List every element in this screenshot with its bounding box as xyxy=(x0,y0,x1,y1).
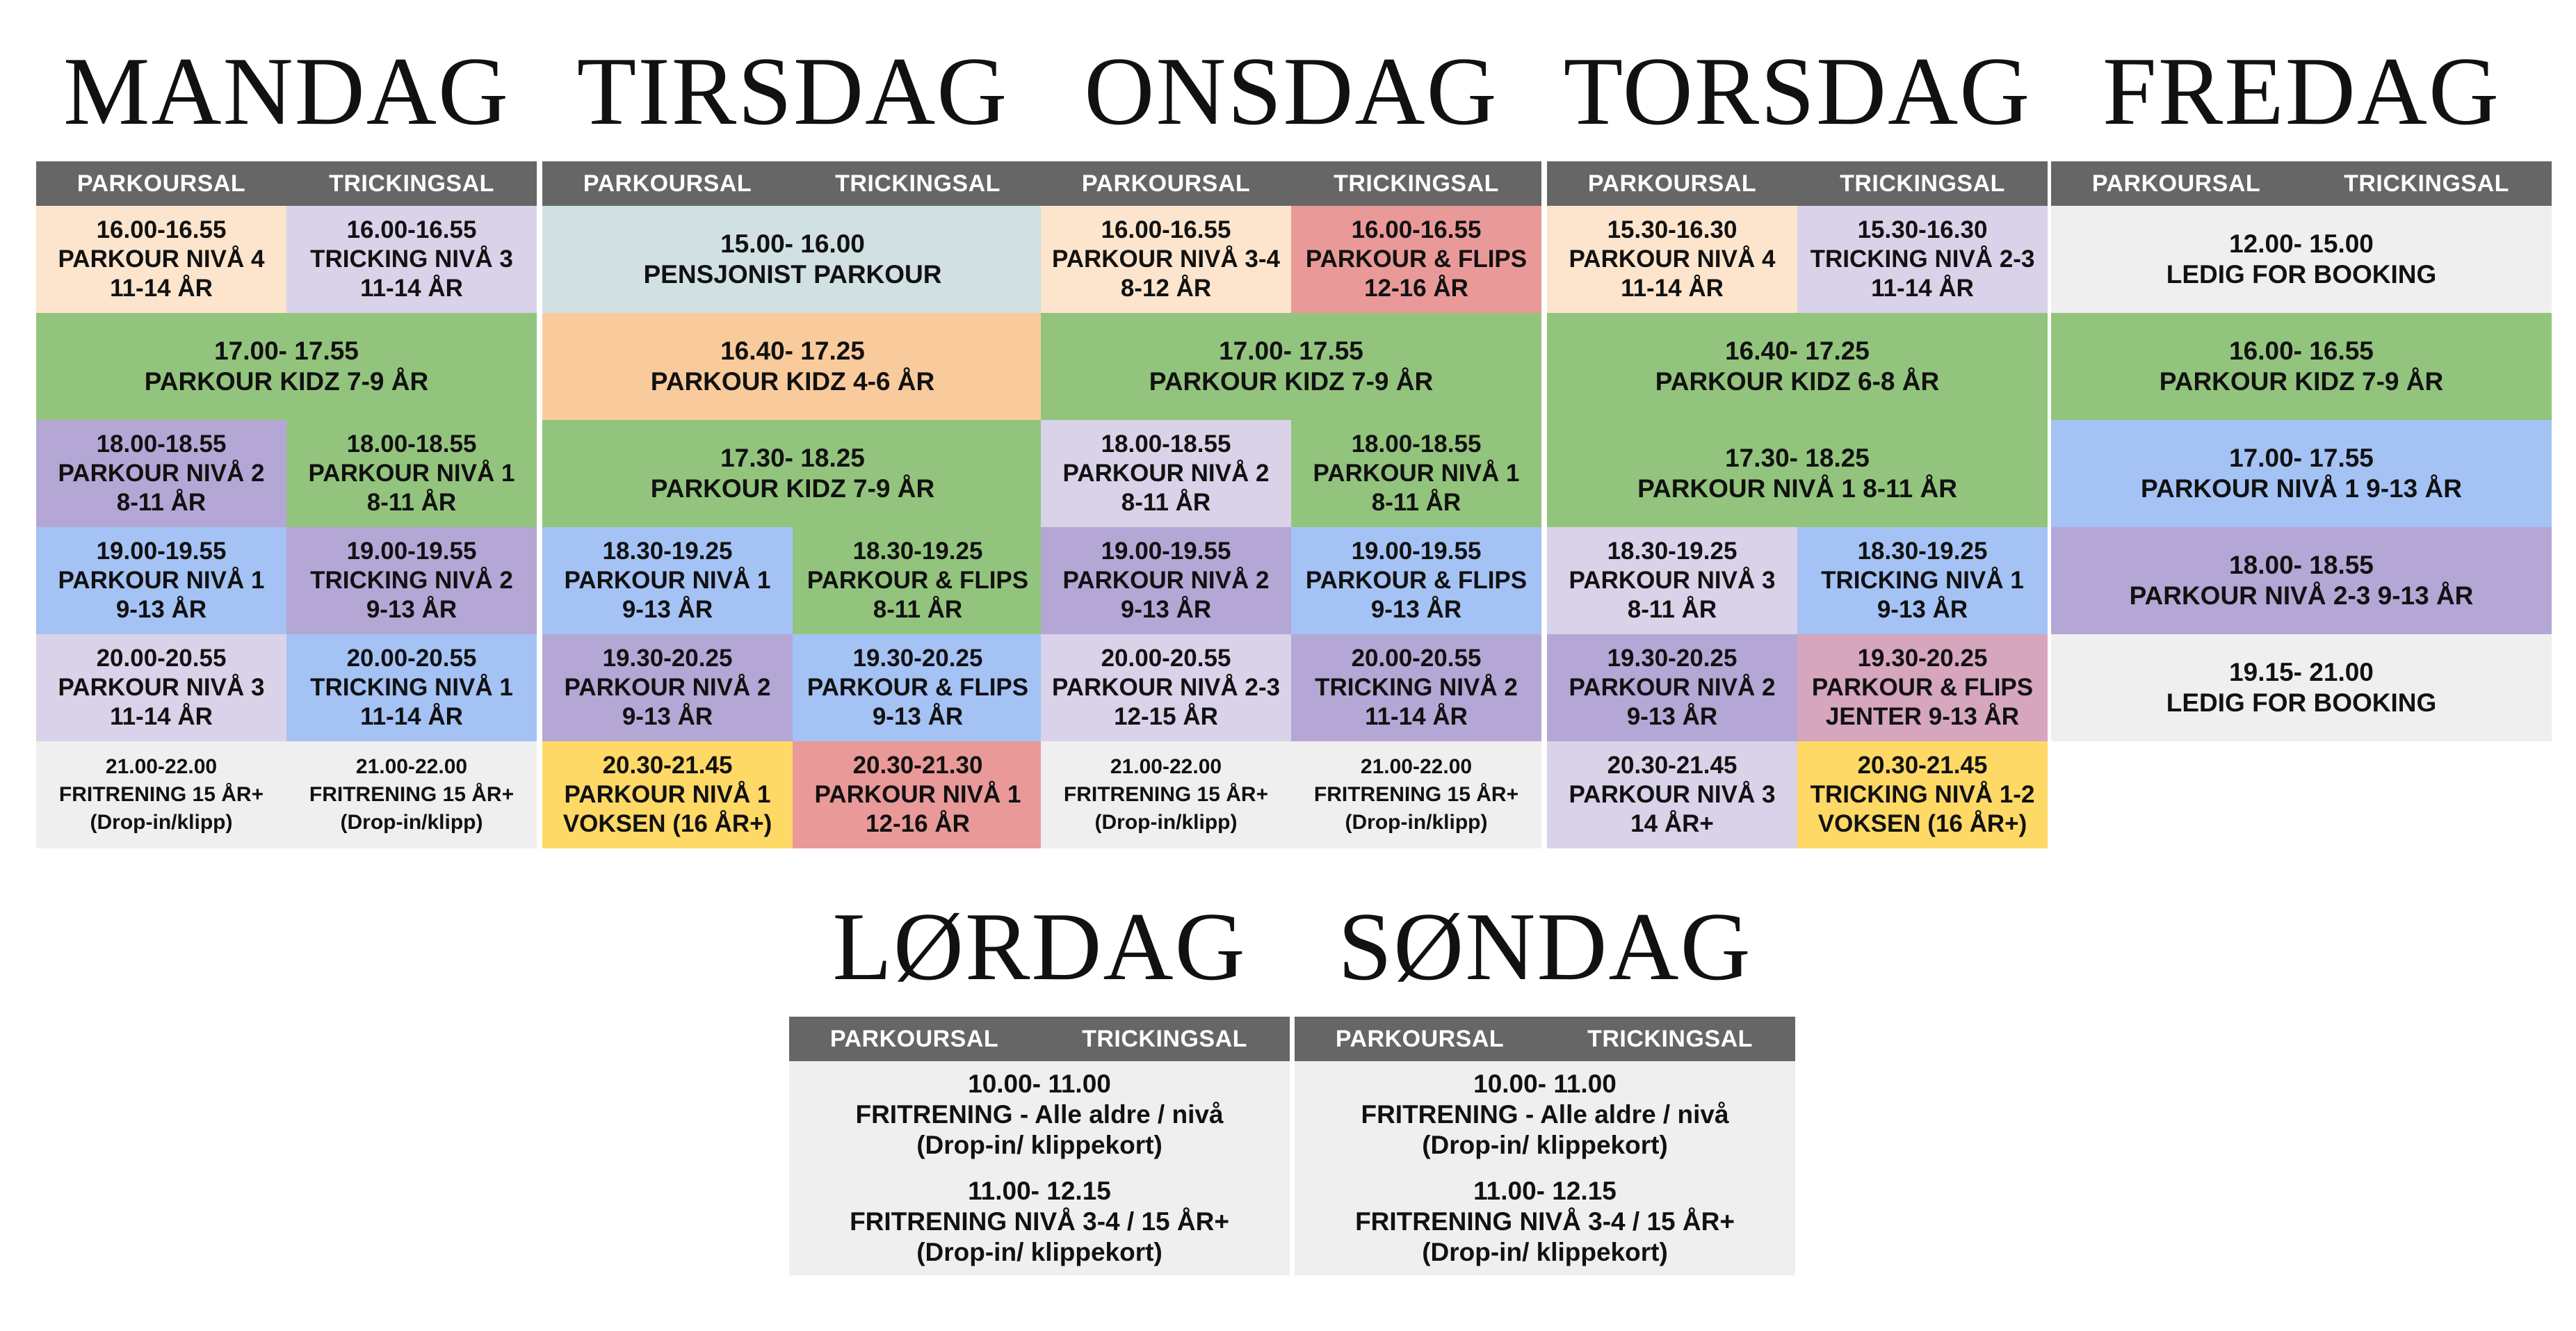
header-trickingsal: TRICKINGSAL xyxy=(1082,1025,1247,1052)
schedule-slot xyxy=(542,527,793,634)
schedule-slot xyxy=(789,1061,1290,1168)
slot-time: 15.30-16.30 xyxy=(1857,216,1988,243)
schedule-slot xyxy=(2051,420,2552,527)
slot-time: 17.00- 17.55 xyxy=(2229,444,2374,472)
slot-time: 17.00- 17.55 xyxy=(214,337,359,365)
header-parkoursal: PARKOURSAL xyxy=(1081,170,1251,197)
slot-time: 18.00-18.55 xyxy=(346,430,477,458)
schedule-slot xyxy=(1041,420,1291,527)
day-title-tirsdag: TIRSDAG xyxy=(576,38,1009,145)
slot-time: 17.00- 17.55 xyxy=(1219,337,1363,365)
day-title-sondag: SØNDAG xyxy=(1338,893,1752,1001)
schedule-slot xyxy=(1291,206,1541,313)
slot-text: (Drop-in/ klippekort) xyxy=(1422,1238,1668,1266)
slot-text: 8-12 ÅR xyxy=(1120,275,1212,302)
schedule-slot xyxy=(1797,634,2048,741)
slot-text: FRITRENING 15 ÅR+ xyxy=(1313,783,1519,806)
schedule-slot xyxy=(1291,420,1541,527)
slot-text: VOKSEN (16 ÅR+) xyxy=(1817,810,2027,837)
slot-text: (Drop-in/ klippekort) xyxy=(916,1131,1163,1159)
slot-text: 8-11 ÅR xyxy=(1627,596,1717,623)
schedule-slot xyxy=(542,634,793,741)
slot-text: PARKOUR NIVÅ 4 xyxy=(1569,245,1776,273)
slot-text: FRITRENING NIVÅ 3-4 / 15 ÅR+ xyxy=(850,1207,1229,1236)
slot-time: 19.15- 21.00 xyxy=(2229,658,2374,686)
slot-text: (Drop-in/klipp) xyxy=(1345,811,1488,834)
schedule-slot xyxy=(542,313,1043,420)
schedule-slot xyxy=(1797,527,2048,634)
slot-text: PARKOUR KIDZ 7-9 ÅR xyxy=(1149,367,1434,396)
column-header-row xyxy=(789,1017,1290,1061)
slot-text: PARKOUR NIVÅ 2-3 xyxy=(1051,674,1280,701)
schedule-grid xyxy=(1295,1061,1795,1275)
slot-text: 11-14 ÅR xyxy=(110,275,213,302)
slot-text: PENSJONIST PARKOUR xyxy=(643,260,942,289)
schedule-slot xyxy=(793,527,1043,634)
schedule-slot xyxy=(1295,1168,1795,1275)
schedule-grid xyxy=(36,206,537,848)
slot-text: PARKOUR KIDZ 6-8 ÅR xyxy=(1655,367,1940,396)
day-title-mandag: MANDAG xyxy=(63,38,510,145)
slot-text: TRICKING NIVÅ 1 xyxy=(1821,567,2024,594)
header-trickingsal: TRICKINGSAL xyxy=(1334,170,1499,197)
schedule-slot xyxy=(36,741,286,848)
slot-text: PARKOUR NIVÅ 3-4 xyxy=(1051,245,1280,273)
slot-time: 18.00-18.55 xyxy=(1101,430,1231,458)
schedule-slot xyxy=(2051,527,2552,634)
schedule-slot xyxy=(1041,206,1291,313)
slot-text: PARKOUR NIVÅ 1 xyxy=(308,460,515,487)
schedule-slot xyxy=(286,206,537,313)
slot-time: 16.40- 17.25 xyxy=(720,337,865,365)
schedule-slot xyxy=(1547,313,2048,420)
slot-text: FRITRENING 15 ÅR+ xyxy=(1063,783,1269,806)
schedule-slot xyxy=(793,741,1043,848)
schedule-slot xyxy=(2051,206,2552,313)
slot-text: 11-14 ÅR xyxy=(360,703,463,730)
slot-text: 9-13 ÅR xyxy=(1626,703,1718,730)
slot-text: PARKOUR NIVÅ 1 xyxy=(564,567,771,594)
day-title-torsdag: TORSDAG xyxy=(1563,38,2032,145)
slot-text: PARKOUR NIVÅ 2 xyxy=(1062,460,1270,487)
slot-text: LEDIG FOR BOOKING xyxy=(2166,260,2437,289)
slot-text: FRITRENING 15 ÅR+ xyxy=(58,783,264,806)
column-header-row xyxy=(36,161,537,206)
schedule-slot xyxy=(789,1168,1290,1275)
schedule-grid xyxy=(542,206,1043,848)
slot-text: 12-16 ÅR xyxy=(1364,275,1468,302)
slot-text: (Drop-in/ klippekort) xyxy=(916,1238,1163,1266)
slot-text: FRITRENING - Alle aldre / nivå xyxy=(1361,1100,1729,1129)
header-trickingsal: TRICKINGSAL xyxy=(1587,1025,1753,1052)
slot-text: TRICKING NIVÅ 1 xyxy=(310,674,513,701)
column-header-row xyxy=(1547,161,2048,206)
column-header-row xyxy=(2051,161,2552,206)
slot-text: VOKSEN (16 ÅR+) xyxy=(562,810,772,837)
slot-text: (Drop-in/klipp) xyxy=(90,811,233,834)
slot-time: 20.30-21.30 xyxy=(852,752,983,779)
slot-text: (Drop-in/klipp) xyxy=(1094,811,1238,834)
slot-text: PARKOUR & FLIPS xyxy=(807,674,1029,701)
day-title-lordag: LØRDAG xyxy=(832,893,1247,1001)
schedule-slot xyxy=(2051,634,2552,741)
slot-time: 15.00- 16.00 xyxy=(720,229,865,258)
day-title-fredag: FREDAG xyxy=(2102,38,2501,145)
slot-text: PARKOUR NIVÅ 2 xyxy=(1569,674,1776,701)
slot-text: 12-16 ÅR xyxy=(866,810,970,837)
slot-text: 11-14 ÅR xyxy=(110,703,213,730)
slot-time: 19.30-20.25 xyxy=(602,645,733,672)
slot-time: 20.00-20.55 xyxy=(346,645,477,672)
slot-time: 17.30- 18.25 xyxy=(1725,444,1870,472)
slot-text: 8-11 ÅR xyxy=(1371,489,1461,516)
slot-text: 11-14 ÅR xyxy=(1365,703,1468,730)
slot-text: PARKOUR NIVÅ 1 8-11 ÅR xyxy=(1637,474,1957,503)
slot-text: FRITRENING - Alle aldre / nivå xyxy=(855,1100,1224,1129)
column-header-row xyxy=(542,161,1043,206)
slot-text: PARKOUR NIVÅ 3 xyxy=(1569,781,1776,808)
schedule-slot xyxy=(542,741,793,848)
slot-text: PARKOUR NIVÅ 3 xyxy=(58,674,265,701)
slot-text: PARKOUR & FLIPS xyxy=(1305,567,1528,594)
slot-text: TRICKING NIVÅ 3 xyxy=(310,245,513,273)
schedule-slot xyxy=(36,206,286,313)
slot-text: 8-11 ÅR xyxy=(116,489,206,516)
column-header-row xyxy=(1295,1017,1795,1061)
slot-text: 9-13 ÅR xyxy=(622,596,713,623)
schedule-slot xyxy=(542,420,1043,527)
slot-text: 8-11 ÅR xyxy=(1121,489,1211,516)
slot-time: 10.00- 11.00 xyxy=(968,1070,1111,1098)
slot-text: 9-13 ÅR xyxy=(366,596,457,623)
slot-text: PARKOUR NIVÅ 2 xyxy=(564,674,771,701)
schedule-slot xyxy=(1797,206,2048,313)
column-header-row xyxy=(1041,161,1541,206)
slot-time: 21.00-22.00 xyxy=(105,755,218,778)
slot-time: 19.00-19.55 xyxy=(1101,538,1231,565)
slot-time: 18.30-19.25 xyxy=(852,538,983,565)
schedule-grid xyxy=(2051,206,2552,741)
schedule-slot xyxy=(542,206,1043,313)
slot-text: PARKOUR NIVÅ 1 xyxy=(1313,460,1520,487)
slot-text: PARKOUR & FLIPS xyxy=(1811,674,2034,701)
schedule-slot xyxy=(1041,527,1291,634)
slot-time: 21.00-22.00 xyxy=(355,755,468,778)
slot-time: 19.30-20.25 xyxy=(1607,645,1737,672)
slot-time: 20.30-21.45 xyxy=(1607,752,1737,779)
slot-text: PARKOUR NIVÅ 1 xyxy=(814,781,1021,808)
slot-time: 20.30-21.45 xyxy=(1857,752,1988,779)
slot-text: PARKOUR NIVÅ 1 xyxy=(58,567,265,594)
header-parkoursal: PARKOURSAL xyxy=(1587,170,1757,197)
slot-time: 17.30- 18.25 xyxy=(720,444,865,472)
slot-time: 16.00-16.55 xyxy=(1351,216,1482,243)
slot-text: TRICKING NIVÅ 2 xyxy=(1315,674,1518,701)
slot-text: FRITRENING 15 ÅR+ xyxy=(309,783,515,806)
slot-text: FRITRENING NIVÅ 3-4 / 15 ÅR+ xyxy=(1355,1207,1735,1236)
slot-text: 9-13 ÅR xyxy=(622,703,713,730)
slot-time: 16.00-16.55 xyxy=(346,216,477,243)
slot-text: LEDIG FOR BOOKING xyxy=(2166,688,2437,717)
slot-time: 10.00- 11.00 xyxy=(1473,1070,1617,1098)
slot-time: 16.00-16.55 xyxy=(96,216,227,243)
schedule-slot xyxy=(1295,1061,1795,1168)
slot-text: (Drop-in/klipp) xyxy=(340,811,483,834)
slot-time: 18.30-19.25 xyxy=(602,538,733,565)
slot-time: 18.30-19.25 xyxy=(1607,538,1737,565)
slot-text: PARKOUR & FLIPS xyxy=(807,567,1029,594)
slot-time: 18.00-18.55 xyxy=(1351,430,1482,458)
schedule-slot xyxy=(286,634,537,741)
slot-time: 20.00-20.55 xyxy=(96,645,227,672)
schedule-slot xyxy=(286,527,537,634)
header-parkoursal: PARKOURSAL xyxy=(76,170,246,197)
slot-time: 19.00-19.55 xyxy=(346,538,477,565)
schedule-grid xyxy=(1547,206,2048,848)
slot-text: TRICKING NIVÅ 2 xyxy=(310,567,513,594)
schedule-slot xyxy=(1547,206,1797,313)
header-trickingsal: TRICKINGSAL xyxy=(1840,170,2005,197)
slot-time: 11.00- 12.15 xyxy=(968,1177,1111,1205)
schedule-slot xyxy=(36,527,286,634)
header-parkoursal: PARKOURSAL xyxy=(829,1025,999,1052)
slot-text: 8-11 ÅR xyxy=(366,489,457,516)
slot-text: 9-13 ÅR xyxy=(1120,596,1212,623)
schedule-slot xyxy=(1291,527,1541,634)
slot-text: PARKOUR KIDZ 7-9 ÅR xyxy=(650,474,935,503)
slot-text: (Drop-in/ klippekort) xyxy=(1422,1131,1668,1159)
slot-time: 21.00-22.00 xyxy=(1110,755,1222,778)
schedule-slot xyxy=(286,420,537,527)
slot-time: 19.30-20.25 xyxy=(852,645,983,672)
slot-text: 14 ÅR+ xyxy=(1630,810,1714,837)
slot-time: 20.30-21.45 xyxy=(602,752,733,779)
header-trickingsal: TRICKINGSAL xyxy=(329,170,494,197)
slot-time: 20.00-20.55 xyxy=(1101,645,1231,672)
header-trickingsal: TRICKINGSAL xyxy=(835,170,1001,197)
schedule-slot xyxy=(36,420,286,527)
schedule-slot xyxy=(1547,527,1797,634)
header-trickingsal: TRICKINGSAL xyxy=(2344,170,2509,197)
slot-text: PARKOUR NIVÅ 2 xyxy=(1062,567,1270,594)
slot-time: 19.00-19.55 xyxy=(1351,538,1482,565)
schedule-slot xyxy=(1291,634,1541,741)
header-parkoursal: PARKOURSAL xyxy=(583,170,752,197)
slot-text: JENTER 9-13 ÅR xyxy=(1825,703,2020,730)
slot-text: PARKOUR NIVÅ 3 xyxy=(1569,567,1776,594)
slot-text: PARKOUR NIVÅ 1 xyxy=(564,781,771,808)
slot-text: PARKOUR & FLIPS xyxy=(1305,245,1528,273)
slot-text: 12-15 ÅR xyxy=(1114,703,1218,730)
slot-time: 20.00-20.55 xyxy=(1351,645,1482,672)
schedule-slot xyxy=(1547,741,1797,848)
slot-time: 11.00- 12.15 xyxy=(1473,1177,1617,1205)
slot-time: 18.00-18.55 xyxy=(96,430,227,458)
slot-text: 11-14 ÅR xyxy=(1871,275,1974,302)
slot-text: TRICKING NIVÅ 2-3 xyxy=(1810,245,2035,273)
slot-text: 11-14 ÅR xyxy=(1621,275,1724,302)
schedule-slot xyxy=(1797,741,2048,848)
slot-text: PARKOUR KIDZ 7-9 ÅR xyxy=(2159,367,2444,396)
slot-time: 21.00-22.00 xyxy=(1360,755,1473,778)
slot-time: 16.40- 17.25 xyxy=(1725,337,1870,365)
schedule-slot xyxy=(1041,313,1541,420)
header-parkoursal: PARKOURSAL xyxy=(1335,1025,1505,1052)
slot-text: 8-11 ÅR xyxy=(873,596,963,623)
slot-time: 18.30-19.25 xyxy=(1857,538,1988,565)
slot-time: 15.30-16.30 xyxy=(1607,216,1737,243)
schedule-slot xyxy=(1547,634,1797,741)
slot-text: PARKOUR NIVÅ 2-3 9-13 ÅR xyxy=(2129,581,2474,610)
schedule-slot xyxy=(1291,741,1541,848)
slot-text: 9-13 ÅR xyxy=(115,596,207,623)
slot-time: 18.00- 18.55 xyxy=(2229,551,2374,579)
slot-text: 9-13 ÅR xyxy=(872,703,964,730)
slot-text: TRICKING NIVÅ 1-2 xyxy=(1810,781,2035,808)
slot-text: 9-13 ÅR xyxy=(1370,596,1462,623)
slot-time: 19.30-20.25 xyxy=(1857,645,1988,672)
slot-time: 12.00- 15.00 xyxy=(2229,229,2374,258)
slot-time: 16.00-16.55 xyxy=(1101,216,1231,243)
slot-time: 19.00-19.55 xyxy=(96,538,227,565)
slot-text: 11-14 ÅR xyxy=(360,275,463,302)
schedule-slot xyxy=(2051,313,2552,420)
slot-text: PARKOUR KIDZ 7-9 ÅR xyxy=(144,367,429,396)
slot-text: PARKOUR NIVÅ 2 xyxy=(58,460,265,487)
slot-text: PARKOUR NIVÅ 1 9-13 ÅR xyxy=(2141,474,2462,503)
schedule-slot xyxy=(793,634,1043,741)
schedule-slot xyxy=(36,634,286,741)
schedule-grid xyxy=(1041,206,1541,848)
schedule-slot xyxy=(1041,741,1291,848)
schedule-slot xyxy=(1547,420,2048,527)
header-parkoursal: PARKOURSAL xyxy=(2091,170,2261,197)
schedule-slot xyxy=(1041,634,1291,741)
schedule-slot xyxy=(286,741,537,848)
day-title-onsdag: ONSDAG xyxy=(1084,38,1498,145)
slot-text: PARKOUR NIVÅ 4 xyxy=(58,245,265,273)
schedule-slot xyxy=(36,313,537,420)
slot-time: 16.00- 16.55 xyxy=(2229,337,2374,365)
slot-text: 9-13 ÅR xyxy=(1877,596,1968,623)
schedule-grid xyxy=(789,1061,1290,1275)
slot-text: PARKOUR KIDZ 4-6 ÅR xyxy=(650,367,935,396)
